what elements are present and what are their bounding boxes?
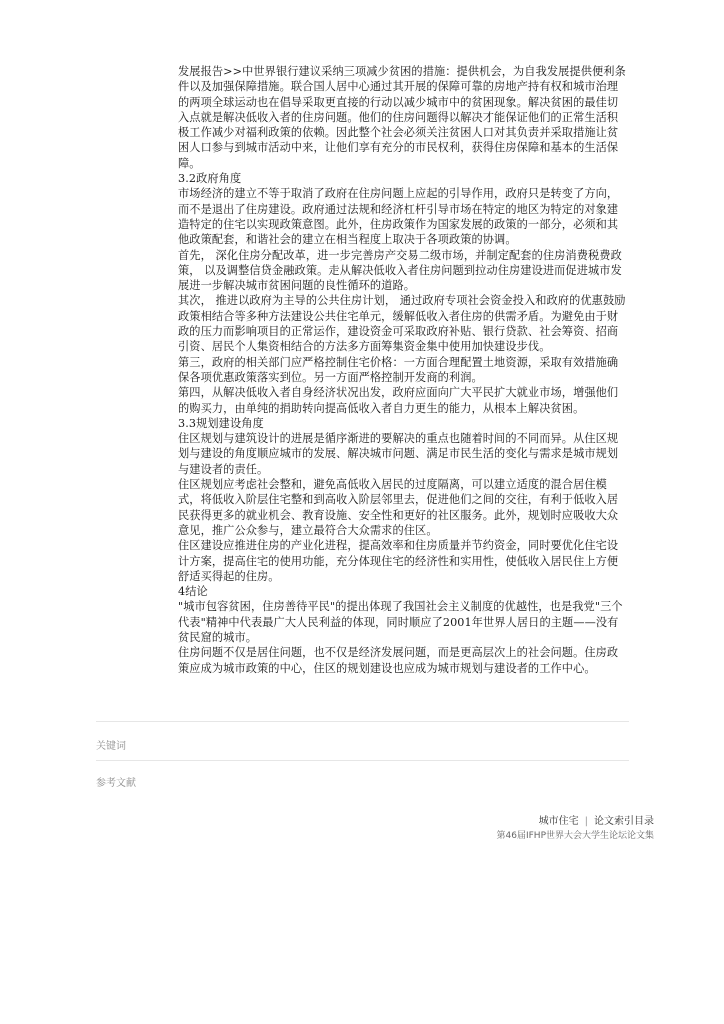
keywords-label: 关键词 [96, 741, 126, 752]
paragraph-conclusion-2: 住房问题不仅是居住问题，也不仅是经济发展问题，而是更高层次上的社会问题。住房政策应成为城市政策的中心，住区的规划建设也应成为城市规划与建设者的工作中心。 [178, 646, 619, 675]
page-footer [497, 815, 654, 843]
index-link[interactable]: 论文索引目录 [594, 816, 654, 827]
paragraph-second: 其次， 推进以政府为主导的公共住房计划， 通过政府专项社会资金投入和政府的优惠鼓励政策相结合等多种方法建设公共住宅单元，缓解低收入者住房的供需矛盾。为避免由于财政的压力而影响项目的正常运作，建设资金可采取政府补贴、银行贷款、社会筹资、招商引资、居民个人集资相结合的方法多方面筹集资金集中使用加快建设步伐。 [178, 294, 626, 354]
paragraph-first: 首先， 深化住房分配改革，进一步完善房产交易二级市场，并制定配套的住房消费税费政策， 以及调整信贷金融政策。走从解决低收入者住房问题到拉动住房建设进而促进城市发展进一步解决城市贫困问题的良性循环的道路。 [178, 248, 622, 293]
proceedings-title: 第46届IFHP世界大会大学生论坛论文集 [496, 831, 654, 841]
references-label: 参考文献 [96, 778, 136, 789]
divider-top [96, 721, 629, 722]
section-heading-planning: 3.3规划建设角度 [178, 416, 264, 430]
section-heading-conclusion: 4结论 [178, 585, 208, 599]
footer-category: 城市住宅 [538, 816, 579, 827]
footer-nav [497, 815, 654, 829]
paragraph-planning-progress: 住区规划与建筑设计的进展是循序渐进的要解决的重点也随着时间的不同而异。从住区规划与建设的角度顺应城市的发展、解决城市问题、满足市民生活的变化与需求是城市规划与建设者的责任。 [178, 432, 619, 476]
section-heading-government: 3.2政府角度 [178, 172, 242, 186]
paragraph-market-economy: 市场经济的建立不等于取消了政府在住房问题上应起的引导作用，政府只是转变了方向，而不是退出了住房建设。政府通过法规和经济杠杆引导市场在特定的地区为特定的对象建造特定的住宅以实现政策意图。此外，住房政策作为国家发展的政策的一部分，必须和其他政策配套，和谐社会的建立在相当程度上取决于各项政策的协调。 [178, 187, 619, 247]
divider-middle [96, 760, 629, 761]
paragraph-fourth: 第四，从解决低收入者自身经济状况出发，政府应面向广大平民扩大就业市场，增强他们的购买力，由单纯的捐助转向提高低收入者自力更生的能力，从根本上解决贫困。 [178, 386, 619, 415]
paper-body [178, 64, 628, 676]
paragraph-industrialization: 住区建设应推进住房的产业化进程，提高效率和住房质量并节约资金，同时要优化住宅设计方案，提高住宅的使用功能，充分体现住宅的经济性和实用性，使低收入居民住上方便舒适买得起的住房。 [178, 539, 619, 583]
paragraph-third: 第三，政府的相关部门应严格控制住宅价格：一方面合理配置土地资源，采取有效措施确保各项优惠政策落实到位。另一方面严格控制开发商的利润。 [178, 355, 619, 384]
paragraph-social-integration: 住区规划应考虑社会整和，避免高低收入居民的过度隔离，可以建立适度的混合居住模式，将低收入阶层住宅整和到高收入阶层邻里去，促进他们之间的交往，有利于低收入居民获得更多的就业机会、教育设施、安全性和更好的社区服务。此外，规划时应吸收大众意见，推广公众参与，建立最符合大众需求的住区。 [178, 478, 619, 537]
paragraph-poverty-report: 发展报告>>中世界银行建议采纳三项减少贫困的措施：提供机会，为自我发展提供便利条件以及加强保障措施。联合国人居中心通过其开展的保障可靠的房地产持有权和城市治理的两项全球运动也在倡导采取更直接的行动以减少城市中的贫困现象。解决贫困的最佳切入点就是解决低收入者的住房问题。他们的住房问题得以解决才能保证他们的正常生活积极工作减少对福利政策的依赖。因此整个社会必须关注贫困人口对其负责并采取措施让贫困人口参与到城市活动中来，让他们享有充分的市民权利，获得住房保障和基本的生活保障。 [178, 65, 626, 170]
paragraph-conclusion-1: "城市包容贫困，住房善待平民"的提出体现了我国社会主义制度的优越性，也是我党"三个代表"精神中代表最广大人民利益的体现，同时顺应了2001年世界人居日的主题——没有贫民窟的城市。 [178, 600, 623, 644]
footer-separator: | [584, 816, 588, 827]
